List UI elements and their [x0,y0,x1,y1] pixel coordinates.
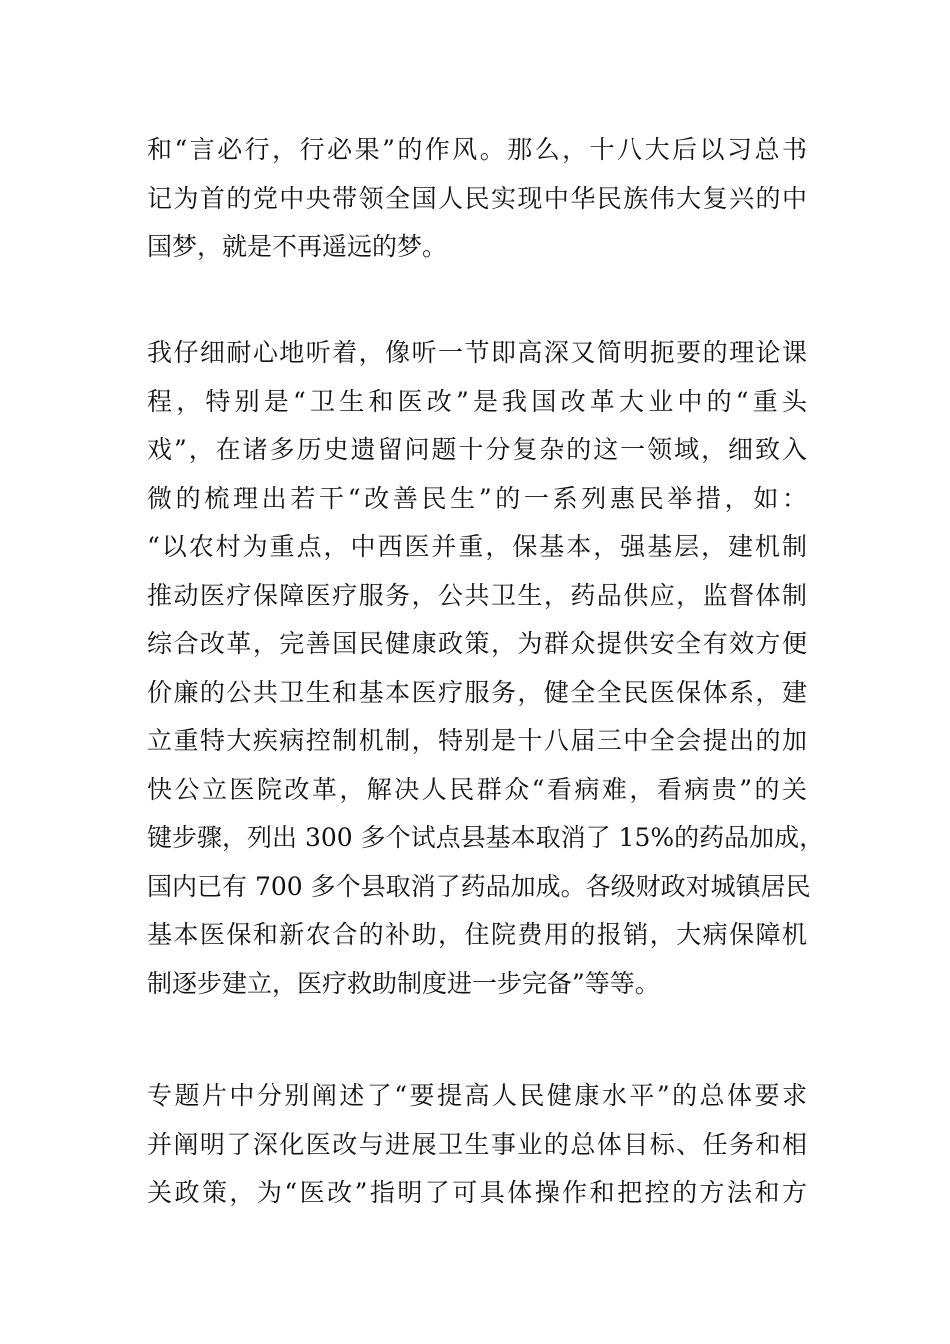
text-line: 快公立医院改革，解决人民群众“看病难，看病贵”的关 [147,774,807,804]
text-line: 记为首的党中央带领全国人民实现中华民族伟大复兴的中 [147,183,807,213]
text-line: 程，特别是“卫生和医改”是我国改革大业中的“重头 [147,386,807,416]
text-line: 制逐步建立，医疗救助制度进一步完备”等等。 [147,968,660,998]
text-line: 立重特大疾病控制机制，特别是十八届三中全会提出的加 [147,726,807,755]
text-line: 戏”，在诸多历史遗留问题十分复杂的这一领域，细致入 [147,435,807,464]
text-line: 微的梳理出若干“改善民生”的一系列惠民举措，如： [147,483,807,513]
text-line: 综合改革，完善国民健康政策，为群众提供安全有效方便 [147,629,807,658]
text-line: “以农村为重点，中西医并重，保基本，强基层，建机制 [147,532,807,561]
text-line: 国内已有 700 多个县取消了药品加成。各级财政对城镇居民 [147,871,811,901]
text-line: 我仔细耐心地听着，像听一节即高深又简明扼要的理论课 [147,338,807,367]
text-line: 推动医疗保障医疗服务，公共卫生，药品供应，监督体制 [147,580,807,610]
paragraph-1 [147,126,807,272]
text-line: 和“言必行，行必果”的作风。那么，十八大后以习总书 [147,135,807,164]
text-line: 基本医保和新农合的补助，住院费用的报销，大病保障机 [147,920,807,949]
text-line: 国梦，就是不再遥远的梦。 [147,232,448,261]
text-line: 价廉的公共卫生和基本医疗服务，健全全民医保体系，建 [147,677,807,707]
text-line: 键步骤，列出 300 多个试点县基本取消了 15%的药品加成， [147,823,825,852]
text-line: 专题片中分别阐述了“要提高人民健康水平”的总体要求 [147,1081,807,1110]
paragraph-2 [147,329,825,1008]
text-line: 并阐明了深化医改与进展卫生事业的总体目标、任务和相 [147,1129,807,1159]
text-line: 关政策，为“医改”指明了可具体操作和把控的方法和方 [147,1178,807,1207]
paragraph-3 [147,1072,807,1218]
